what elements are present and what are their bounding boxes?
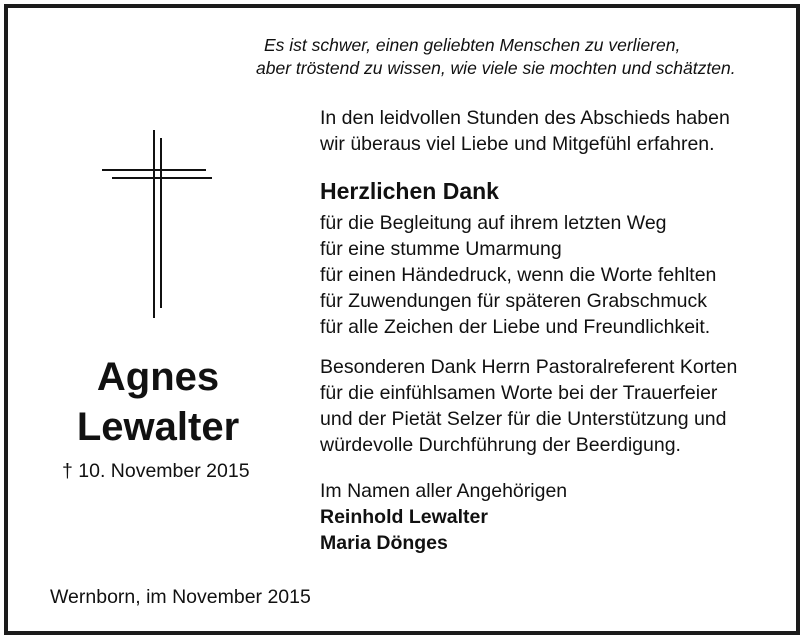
deceased-name [38,352,278,452]
place-date: Wernborn, im November 2015 [50,586,311,608]
special-line: für die einfühlsamen Worte bei der Trauerfeier [320,382,718,404]
special-line: Besonderen Dank Herrn Pastoralreferent Korten [320,356,738,378]
intro-line-1: In den leidvollen Stunden des Abschieds haben [320,107,730,129]
signature-intro: Im Namen aller Angehörigen [320,480,568,502]
deceased-last-name: Lewalter [76,405,240,449]
thanks-item: für Zuwendungen für späteren Grabschmuck [320,290,707,312]
special-line: und der Pietät Selzer für die Unterstützung und [320,408,727,430]
intro-text [320,105,790,157]
intro-line-2: wir überaus viel Liebe und Mitgefühl erfahren. [320,133,715,155]
cross-icon [102,128,212,320]
thanks-item: für eine stumme Umarmung [320,238,562,260]
signature-name: Maria Dönges [320,532,448,554]
quote-line-1: Es ist schwer, einen geliebten Menschen zu verlieren, [264,35,681,55]
thanks-list [320,210,790,340]
quote [256,34,784,80]
special-thanks [320,354,790,458]
obituary-card [4,4,800,635]
signature-block [320,478,790,556]
death-date: † 10. November 2015 [62,460,250,482]
thanks-item: für alle Zeichen der Liebe und Freundlichkeit. [320,316,711,338]
thanks-heading: Herzlichen Dank [320,178,499,204]
quote-line-2: aber tröstend zu wissen, wie viele sie mochten und schätzten. [256,58,736,78]
signature-name: Reinhold Lewalter [320,506,488,528]
thanks-item: für die Begleitung auf ihrem letzten Weg [320,212,667,234]
deceased-first-name: Agnes [96,355,220,399]
special-line: würdevolle Durchführung der Beerdigung. [320,434,681,456]
thanks-item: für einen Händedruck, wenn die Worte fehlten [320,264,717,286]
